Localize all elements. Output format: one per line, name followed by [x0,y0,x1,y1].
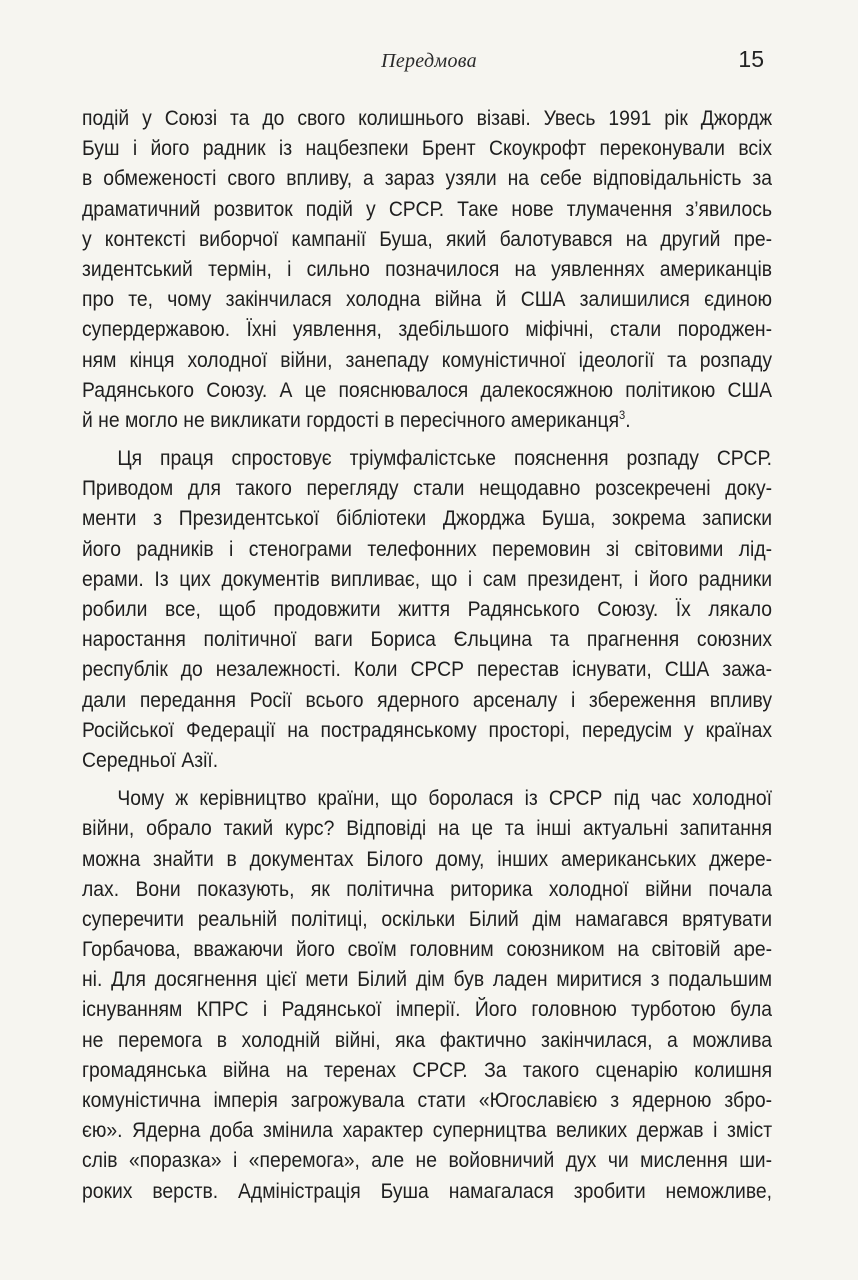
text-line: суперечити реальній політиці, оскільки Білий дім намагався врятувати [82,907,773,931]
text-line: дали передання Росії всього ядерного арсеналу і збереження впливу [82,688,773,712]
text-line: війни, обрало такий курс? Відповіді на це та інші актуальні запитання [82,817,773,841]
text-line: Середньої Азії. [82,748,219,772]
text-line: лах. Вони показують, як політична риторика холодної війни почала [82,877,773,901]
text-line: не перемога в холодній війні, яка фактично закінчилася, а можлива [82,1028,773,1052]
text-line: існуванням КПРС і Радянської імперії. Його головною турботою була [82,998,773,1022]
text-line: подій у Союзі та до свого колишнього візаві. Увесь 1991 рік Джордж [82,107,773,130]
text-line: Ця праця спростовує тріумфалістське пояснення розпаду СРСР. [117,447,773,471]
body-text [82,104,772,1207]
text-line: у контексті виборчої кампанії Буша, який балотувався на другий пре- [82,227,773,251]
paragraph-2 [82,444,772,776]
text-line: наростання політичної ваги Бориса Єльцина та прагнення союзних [82,628,773,652]
footnote-ref: 3 [619,407,626,422]
text-line: комуністична імперія загрожувала стати «Югославією з ядерною збро- [82,1089,773,1112]
text-line: Чому ж керівництво країни, що боролася із СРСР під час холодної [117,787,773,811]
running-header [0,46,858,76]
text-line: роких верств. Адміністрація Буша намагалася зробити неможливе, [82,1179,773,1203]
text-line: Буш і його радник із нацбезпеки Брент Скоукрофт переконували всіх [82,137,773,161]
text-line: ні. Для досягнення цієї мети Білий дім був ладен миритися з подальшим [82,968,773,992]
sentence-end: . [625,408,631,432]
text-line: ням кінця холодної війни, занепаду комуністичної ідеології та розпаду [82,348,773,372]
text-line: ерами. Із цих документів випливає, що і сам президент, і його радники [82,567,773,591]
section-title: Передмова [381,50,477,72]
text-line-content: й не могло не викликати гордості в пересічного американця [82,408,620,432]
text-line: слів «поразка» і «перемога», але не войовничий дух чи мислення ши- [82,1149,773,1173]
text-line: в обмеженості свого впливу, а зараз узяли на себе відповідальність за [82,167,773,191]
page-number: 15 [738,46,764,72]
text-line: робили все, щоб продовжити життя Радянського Союзу. Їх лякало [82,598,773,621]
text-line: зидентський термін, і сильно позначилося на уявленнях американців [82,257,773,281]
text-line: можна знайти в документах Білого дому, інших американських джере- [82,847,773,871]
text-line: республік до незалежності. Коли СРСР перестав існувати, США зажа- [82,658,773,682]
text-line: про те, чому закінчилася холодна війна й США залишилися єдиною [82,288,773,312]
text-line: Радянського Союзу. А це пояснювалося далекосяжною політикою США [82,378,773,402]
text-line: драматичний розвиток подій у СРСР. Таке нове тлумачення з’явилось [82,197,773,221]
text-line: єю». Ядерна доба змінила характер суперництва великих держав і зміст [82,1119,773,1143]
paragraph-1 [82,104,772,436]
text-line: Горбачова, вважаючи його своїм головним союзником на світовій аре- [82,938,773,962]
paragraph-3 [82,784,772,1207]
text-line: супердержавою. Їхні уявлення, здебільшого міфічні, стали породжен- [82,318,773,342]
text-line: Російської Федерації на пострадянському просторі, передусім у країнах [82,718,773,742]
text-line: громадянська війна на теренах СРСР. За такого сценарію колишня [82,1058,773,1082]
text-line: менти з Президентської бібліотеки Джорджа Буша, зокрема записки [82,507,773,531]
text-line: його радників і стенограми телефонних перемовин зі світовими лід- [82,537,773,561]
text-line-last [82,406,772,436]
text-line: Приводом для такого перегляду стали нещодавно розсекречені доку- [82,477,773,501]
